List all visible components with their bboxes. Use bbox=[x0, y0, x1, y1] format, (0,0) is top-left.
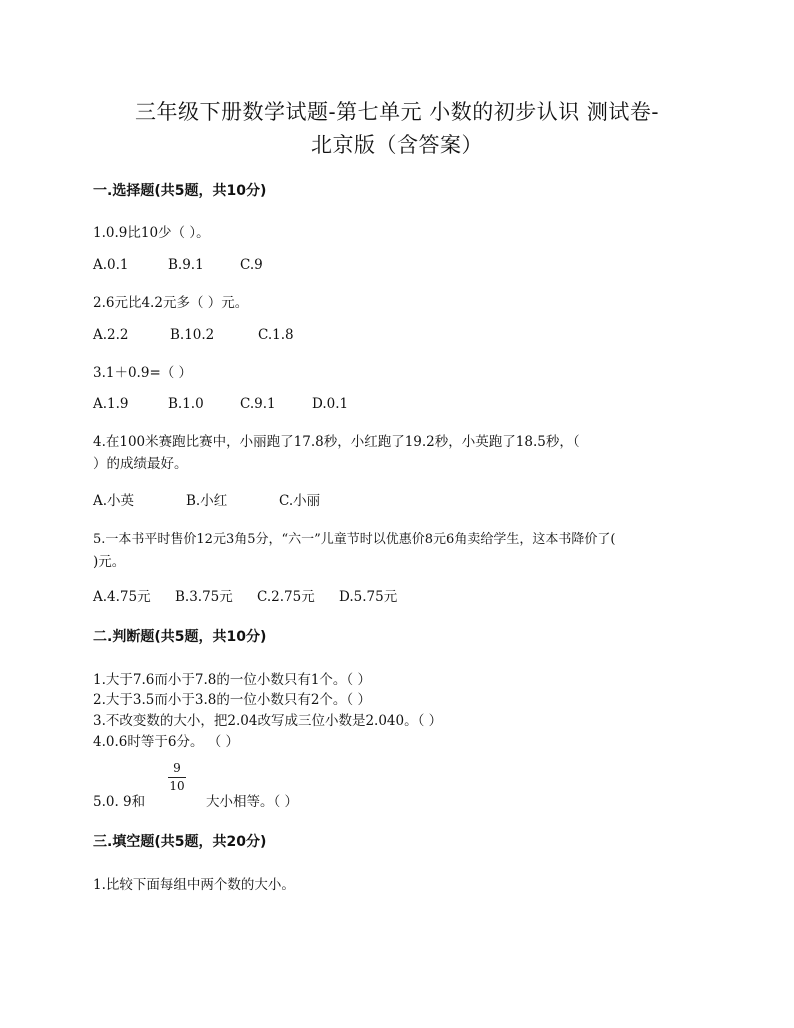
question-2-options bbox=[93, 327, 294, 343]
question-3-options bbox=[93, 396, 348, 412]
judgement-item-4: 4.0.6时等于6分。 （ ） bbox=[93, 734, 240, 750]
question-3: 3.1＋0.9=（ ） bbox=[93, 365, 193, 381]
option-c: C.9.1 bbox=[240, 396, 276, 412]
judgement-item-5-suffix: 大小相等。（ ） bbox=[206, 794, 299, 810]
section-heading-choice: 一.选择题(共5题，共10分) bbox=[93, 183, 267, 199]
option-c: C.1.8 bbox=[258, 327, 294, 343]
question-5-options bbox=[93, 585, 397, 605]
option-c: C.2.75元 bbox=[257, 589, 315, 605]
question-2: 2.6元比4.2元多（ ）元。 bbox=[93, 295, 249, 311]
fraction-bar bbox=[168, 777, 186, 778]
option-a: A.2.2 bbox=[93, 327, 129, 343]
fraction-nine-tenths bbox=[168, 761, 186, 794]
option-a: A.4.75元 bbox=[93, 589, 151, 605]
judgement-item-2: 2.大于3.5而小于3.8的一位小数只有2个。（ ） bbox=[93, 692, 371, 708]
fraction-denominator: 10 bbox=[169, 779, 185, 793]
document-title-line-1: 三年级下册数学试题-第七单元 小数的初步认识 测试卷- bbox=[134, 100, 660, 124]
question-4-line-2: ）的成绩最好。 bbox=[93, 456, 188, 472]
option-a: A.0.1 bbox=[93, 257, 129, 273]
option-a: A.小英 bbox=[93, 493, 135, 509]
option-b: B.1.0 bbox=[168, 396, 204, 412]
option-d: D.0.1 bbox=[312, 396, 349, 412]
question-1-options bbox=[93, 257, 263, 273]
option-c: C.小丽 bbox=[279, 493, 321, 509]
question-4-options bbox=[93, 489, 320, 509]
option-b: B.3.75元 bbox=[175, 589, 233, 605]
option-b: B.10.2 bbox=[170, 327, 215, 343]
judgement-item-1: 1.大于7.6而小于7.8的一位小数只有1个。（ ） bbox=[93, 672, 371, 688]
fraction-numerator: 9 bbox=[173, 761, 181, 775]
question-4-line-1: 4.在100米赛跑比赛中，小丽跑了17.8秒，小红跑了19.2秒，小英跑了18.5秒，（ bbox=[93, 434, 580, 450]
option-b: B.小红 bbox=[186, 493, 228, 509]
option-c: C.9 bbox=[240, 257, 263, 273]
question-5-line-1: 5.一本书平时售价12元3角5分，“六一”儿童节时以优惠价8元6角卖给学生，这本书降价了( bbox=[93, 532, 616, 547]
section-heading-judgement: 二.判断题(共5题，共10分) bbox=[93, 629, 267, 645]
question-5-line-2: )元。 bbox=[93, 554, 126, 570]
judgement-item-5-prefix: 5.0. 9和 bbox=[93, 794, 146, 810]
option-b: B.9.1 bbox=[168, 257, 204, 273]
document-title-line-2: 北京版（含答案） bbox=[311, 133, 483, 157]
judgement-item-3: 3.不改变数的大小，把2.04改写成三位小数是2.040。（ ） bbox=[93, 713, 443, 729]
option-a: A.1.9 bbox=[93, 396, 129, 412]
option-d: D.5.75元 bbox=[339, 589, 398, 605]
section-heading-fill-blank: 三.填空题(共5题，共20分) bbox=[93, 834, 267, 850]
fill-blank-question-1: 1.比较下面每组中两个数的大小。 bbox=[93, 877, 295, 893]
question-1: 1.0.9比10少（ ）。 bbox=[93, 225, 210, 241]
